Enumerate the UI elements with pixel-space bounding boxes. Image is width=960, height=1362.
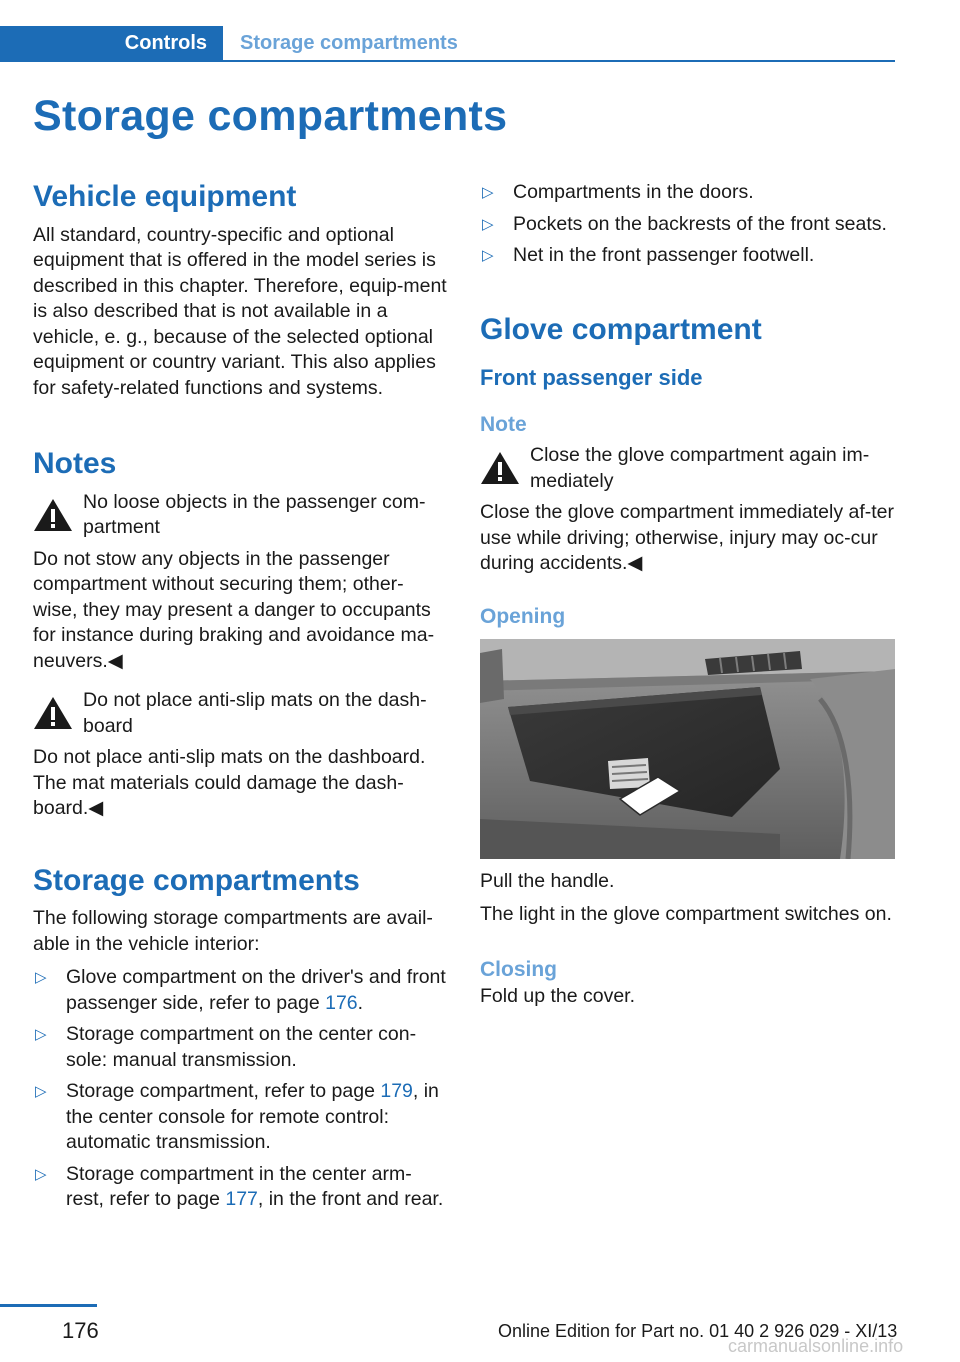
page-number: 176 [62,1318,99,1343]
header-tab-controls[interactable]: Controls [0,26,223,60]
list-item: ▷ Compartments in the doors. [480,180,895,206]
triangle-bullet-icon: ▷ [35,969,47,986]
triangle-bullet-icon: ▷ [35,1026,47,1043]
closing-text: Fold up the cover. [480,984,636,1007]
header-bar [0,26,895,62]
warning-triangle-icon [33,498,73,532]
pull-handle-text: Pull the handle. [480,869,615,892]
warning-note-loose-objects [33,490,448,541]
warning-title: Do not place anti-slip mats on the dash-board [83,689,427,737]
triangle-bullet-icon: ▷ [482,247,494,264]
note-heading: Note [480,413,527,436]
list-item: ▷ Net in the front passenger footwell. [480,243,895,269]
storage-intro: The following storage compartments are avail-able in the vehicle interior: [33,907,433,955]
page-title: Storage compartments [33,92,508,140]
glove-compartment-heading: Glove compartment [480,312,762,346]
warning-triangle-icon [480,451,520,485]
triangle-bullet-icon: ▷ [482,215,494,233]
warning-body: Do not place anti-slip mats on the dashboard. The mat materials could damage the dash-board.◀ [33,746,426,819]
right-column [480,180,895,1017]
warning-body: Do not stow any objects in the passenger compartment without securing them; other-wise, they may present a danger to occupants for instance during braking and avoidance ma-neuvers.◀ [33,547,435,672]
warning-title: No loose objects in the passenger com-partment [83,490,426,538]
opening-heading: Opening [480,604,566,628]
warning-body: Close the glove compartment immediately af-ter use while driving; otherwise, injury may oc-cur during accidents.◀ [480,501,895,574]
list-item: ▷ Storage compartment on the center con-sole: manual transmission. [35,1023,417,1071]
page-link-179[interactable]: 179 [380,1080,413,1102]
warning-note-glove [480,443,895,494]
list-item: ▷ Storage compartment in the center arm-rest, refer to page 177, in the front and rear. [35,1162,444,1210]
vehicle-equipment-heading: Vehicle equipment [33,180,297,213]
triangle-bullet-icon: ▷ [35,1083,47,1100]
header-tab-section[interactable]: Storage compartments [240,32,458,54]
triangle-bullet-icon: ▷ [482,184,494,201]
list-item: ▷ Pockets on the backrests of the front seats. [480,212,895,238]
list-item: ▷ Glove compartment on the driver's and front passenger side, refer to page 176. [35,966,446,1014]
triangle-bullet-icon: ▷ [35,1165,47,1183]
closing-heading: Closing [480,957,557,981]
storage-compartments-heading: Storage compartments [33,863,360,897]
light-switches-text: The light in the glove compartment switches on. [480,903,892,925]
storage-list [33,965,448,1213]
footer-edition: Online Edition for Part no. 01 40 2 926 029 - XI/13 [498,1321,898,1341]
warning-triangle-icon [33,696,73,730]
header-divider [0,60,895,62]
page-link-177[interactable]: 177 [225,1188,258,1210]
front-passenger-side-heading: Front passenger side [480,365,703,390]
vehicle-equipment-body: All standard, country-specific and optional equipment that is offered in the model series is described in this chapter. Therefore, equip-ment is also described that is not available in a vehicle, e. g., because of the selected optional equipment or country variant. This also applies for safety-related functions and systems. [33,223,447,399]
notes-heading: Notes [33,447,117,480]
left-column [33,180,448,1221]
list-item: ▷ Storage compartment, refer to page 179, in the center console for remote control: automatic transmission. [35,1080,439,1153]
glove-compartment-photo [480,639,895,859]
warning-title: Close the glove compartment again im-mediately [530,444,870,492]
page-link-176[interactable]: 176 [325,991,358,1014]
storage-list-continued [480,180,895,269]
warning-note-anti-slip-mats [33,688,448,739]
watermark: carmanualsonline.info [728,1336,904,1356]
footer-divider [0,1304,97,1307]
